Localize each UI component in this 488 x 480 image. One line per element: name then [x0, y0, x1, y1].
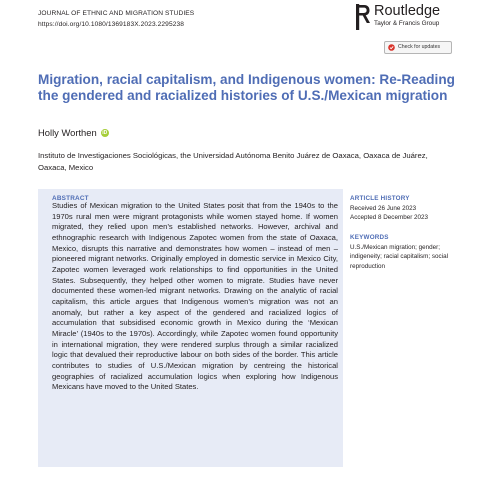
publisher-subtitle: Taylor & Francis Group	[374, 20, 440, 27]
publisher-logo[interactable]	[356, 4, 440, 30]
journal-header	[38, 9, 194, 30]
author-line	[38, 127, 109, 138]
abstract-text: Studies of Mexican migration to the United States posit that from the 1940s to the 1970s rural men were migrant protagonists while women stayed home. If women migrated, they relied upon men’s established networks. However, archival and ethnographic research with Indigenous Zapotec women from the state of Oaxaca, Mexico, disrupts this narrative and demonstrates how women – instead of men – pioneered migrant networks. Originally employed in domestic service in Mexico City, Zapotec women leveraged work relationships to find opportunities in the United States. Subsequently, they helped other women to migrate. Studies have never documented these women-led migrant networks. Drawing on the analytic of racial capitalism, this article argues that Indigenous women’s migration was not an anomaly, but rather a key aspect of the gendered and racialized logics of accumulation that subsidised economic growth in Mexico during the ‘Mexican Miracle’ (1940s to the 1970s). Accordingly, while Zapotec women found opportunity in international migration, they were rendered surplus through a similar racialized logic that devalued their reproductive labour on both sides of the border. This article contributes to studies of U.S./Mexican migration by centreing the historical geographies of racialized accumulation logics when exploring how Indigenous Mexicans have moved to the United States.	[52, 201, 338, 392]
abstract-heading: ABSTRACT	[52, 195, 89, 202]
accepted-date: Accepted 8 December 2023	[350, 214, 429, 222]
keywords-section	[350, 233, 462, 271]
received-date: Received 26 June 2023	[350, 204, 417, 212]
keywords-heading: KEYWORDS	[350, 234, 389, 241]
check-updates-icon	[388, 44, 395, 51]
author-name[interactable]: Holly Worthen	[38, 127, 97, 138]
author-affiliation: Instituto de Investigaciones Sociológicas, the Universidad Autónoma Benito Juárez de Oaxaca, Oaxaca de Juárez, Oaxaca, Mexico	[38, 151, 428, 172]
abstract-panel	[38, 189, 343, 467]
keywords-list: U.S./Mexican migration; gender; indigeneity; racial capitalism; social reproduction	[350, 243, 448, 270]
doi-link[interactable]: https://doi.org/10.1080/1369183X.2023.2295238	[38, 20, 185, 28]
check-for-updates-button[interactable]	[384, 41, 452, 54]
article-history-heading: ARTICLE HISTORY	[350, 195, 410, 202]
journal-name: JOURNAL OF ETHNIC AND MIGRATION STUDIES	[38, 10, 195, 17]
publisher-name: Routledge	[374, 3, 441, 19]
orcid-icon[interactable]: iD	[102, 129, 108, 136]
article-history	[350, 194, 428, 223]
routledge-r-icon	[356, 4, 370, 30]
check-updates-label: Check for updates	[398, 44, 441, 50]
article-title: Migration, racial capitalism, and Indigenous women: Re-Reading the gendered and racialized histories of U.S./Mexican migration	[38, 72, 455, 104]
